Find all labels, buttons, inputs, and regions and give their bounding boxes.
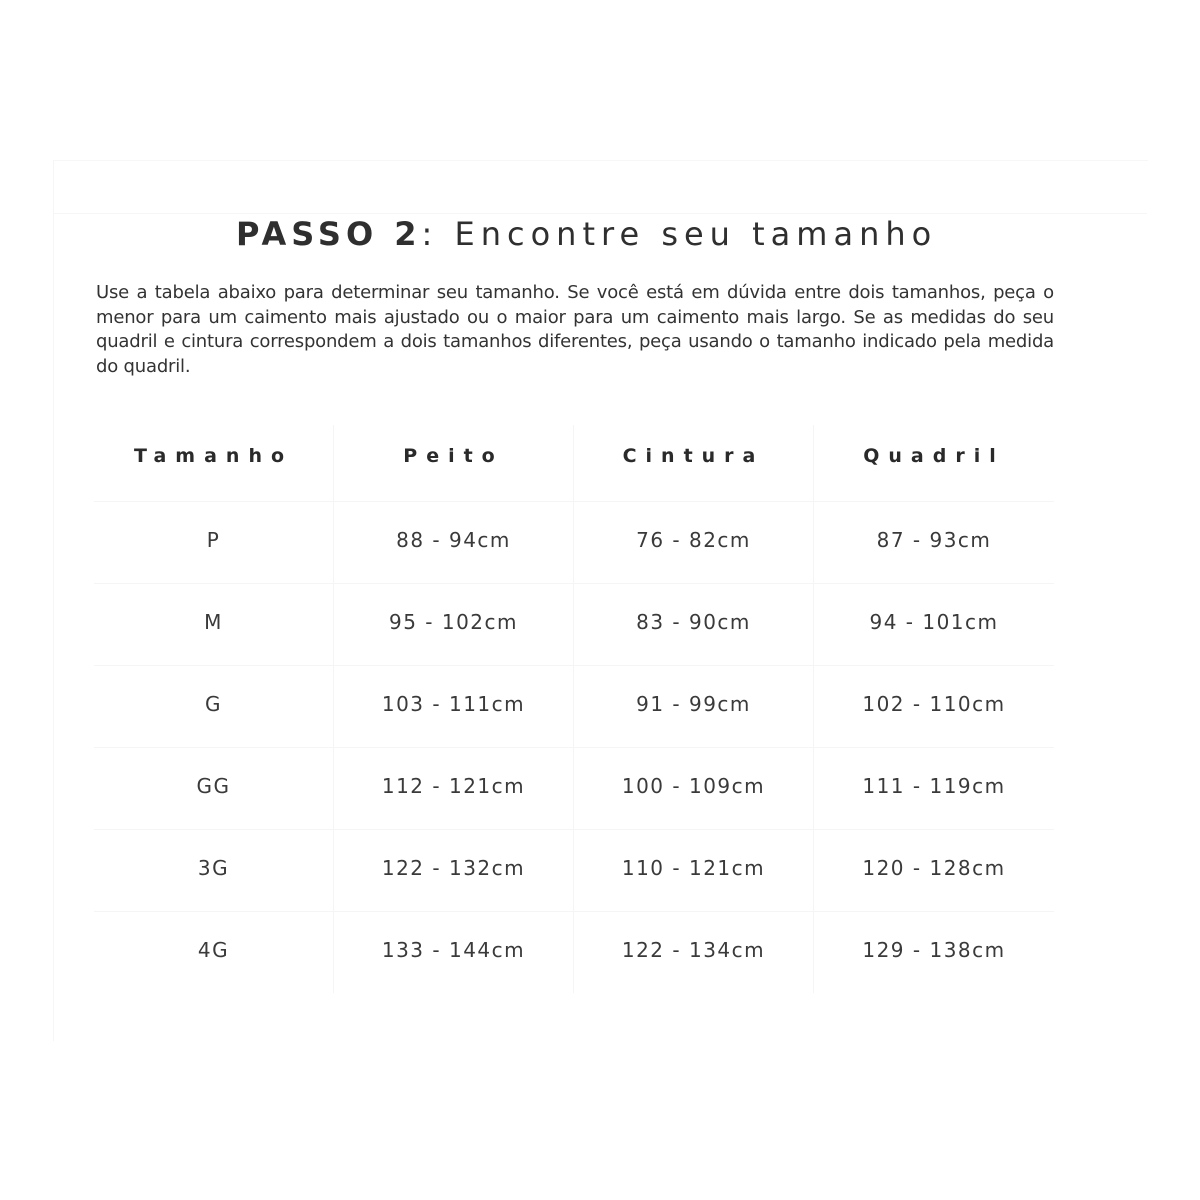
waist-cell: 76 - 82cm [574, 502, 814, 583]
table-row [94, 748, 1054, 830]
table-row [94, 502, 1054, 584]
table-row [94, 912, 1054, 993]
size-cell: P [94, 502, 334, 583]
chest-cell: 112 - 121cm [334, 748, 574, 829]
chest-cell: 103 - 111cm [334, 666, 574, 747]
size-cell: G [94, 666, 334, 747]
hip-cell: 129 - 138cm [862, 937, 1006, 962]
chest-cell: 122 - 132cm [334, 830, 574, 911]
table-header-row [94, 425, 1054, 502]
size-cell: M [94, 584, 334, 665]
header-cell-quadril: Quadril [863, 445, 1005, 467]
waist-cell: 110 - 121cm [574, 830, 814, 911]
hip-cell: 102 - 110cm [862, 691, 1006, 716]
header-cell-cintura: Cintura [574, 425, 814, 501]
table-row [94, 830, 1054, 912]
waist-cell: 100 - 109cm [574, 748, 814, 829]
step-title: : Encontre seu tamanho [421, 215, 938, 253]
waist-cell: 83 - 90cm [574, 584, 814, 665]
table-row [94, 666, 1054, 748]
page-title [236, 212, 956, 256]
table-row [94, 584, 1054, 666]
size-table [94, 425, 1054, 993]
header-cell-peito: Peito [334, 425, 574, 501]
size-cell: 3G [94, 830, 334, 911]
intro-paragraph: Use a tabela abaixo para determinar seu tamanho. Se você está em dúvida entre dois tamanhos, peça o menor para um caimento mais ajustado ou o maior para um caimento mais largo. Se as medidas do seu quadril e cintura correspondem a dois tamanhos diferentes, peça usando o tamanho indicado pela medida do quadril. [96, 282, 1054, 377]
hip-cell: 94 - 101cm [869, 609, 999, 634]
chest-cell: 88 - 94cm [334, 502, 574, 583]
size-cell: GG [94, 748, 334, 829]
hip-cell: 87 - 93cm [876, 527, 992, 552]
chest-cell: 133 - 144cm [334, 912, 574, 993]
hip-cell: 120 - 128cm [862, 855, 1006, 880]
size-cell: 4G [94, 912, 334, 993]
waist-cell: 122 - 134cm [574, 912, 814, 993]
hip-cell: 111 - 119cm [862, 773, 1006, 798]
header-cell-tamanho: Tamanho [94, 425, 334, 501]
chest-cell: 95 - 102cm [334, 584, 574, 665]
waist-cell: 91 - 99cm [574, 666, 814, 747]
step-label: PASSO 2 [236, 215, 422, 253]
